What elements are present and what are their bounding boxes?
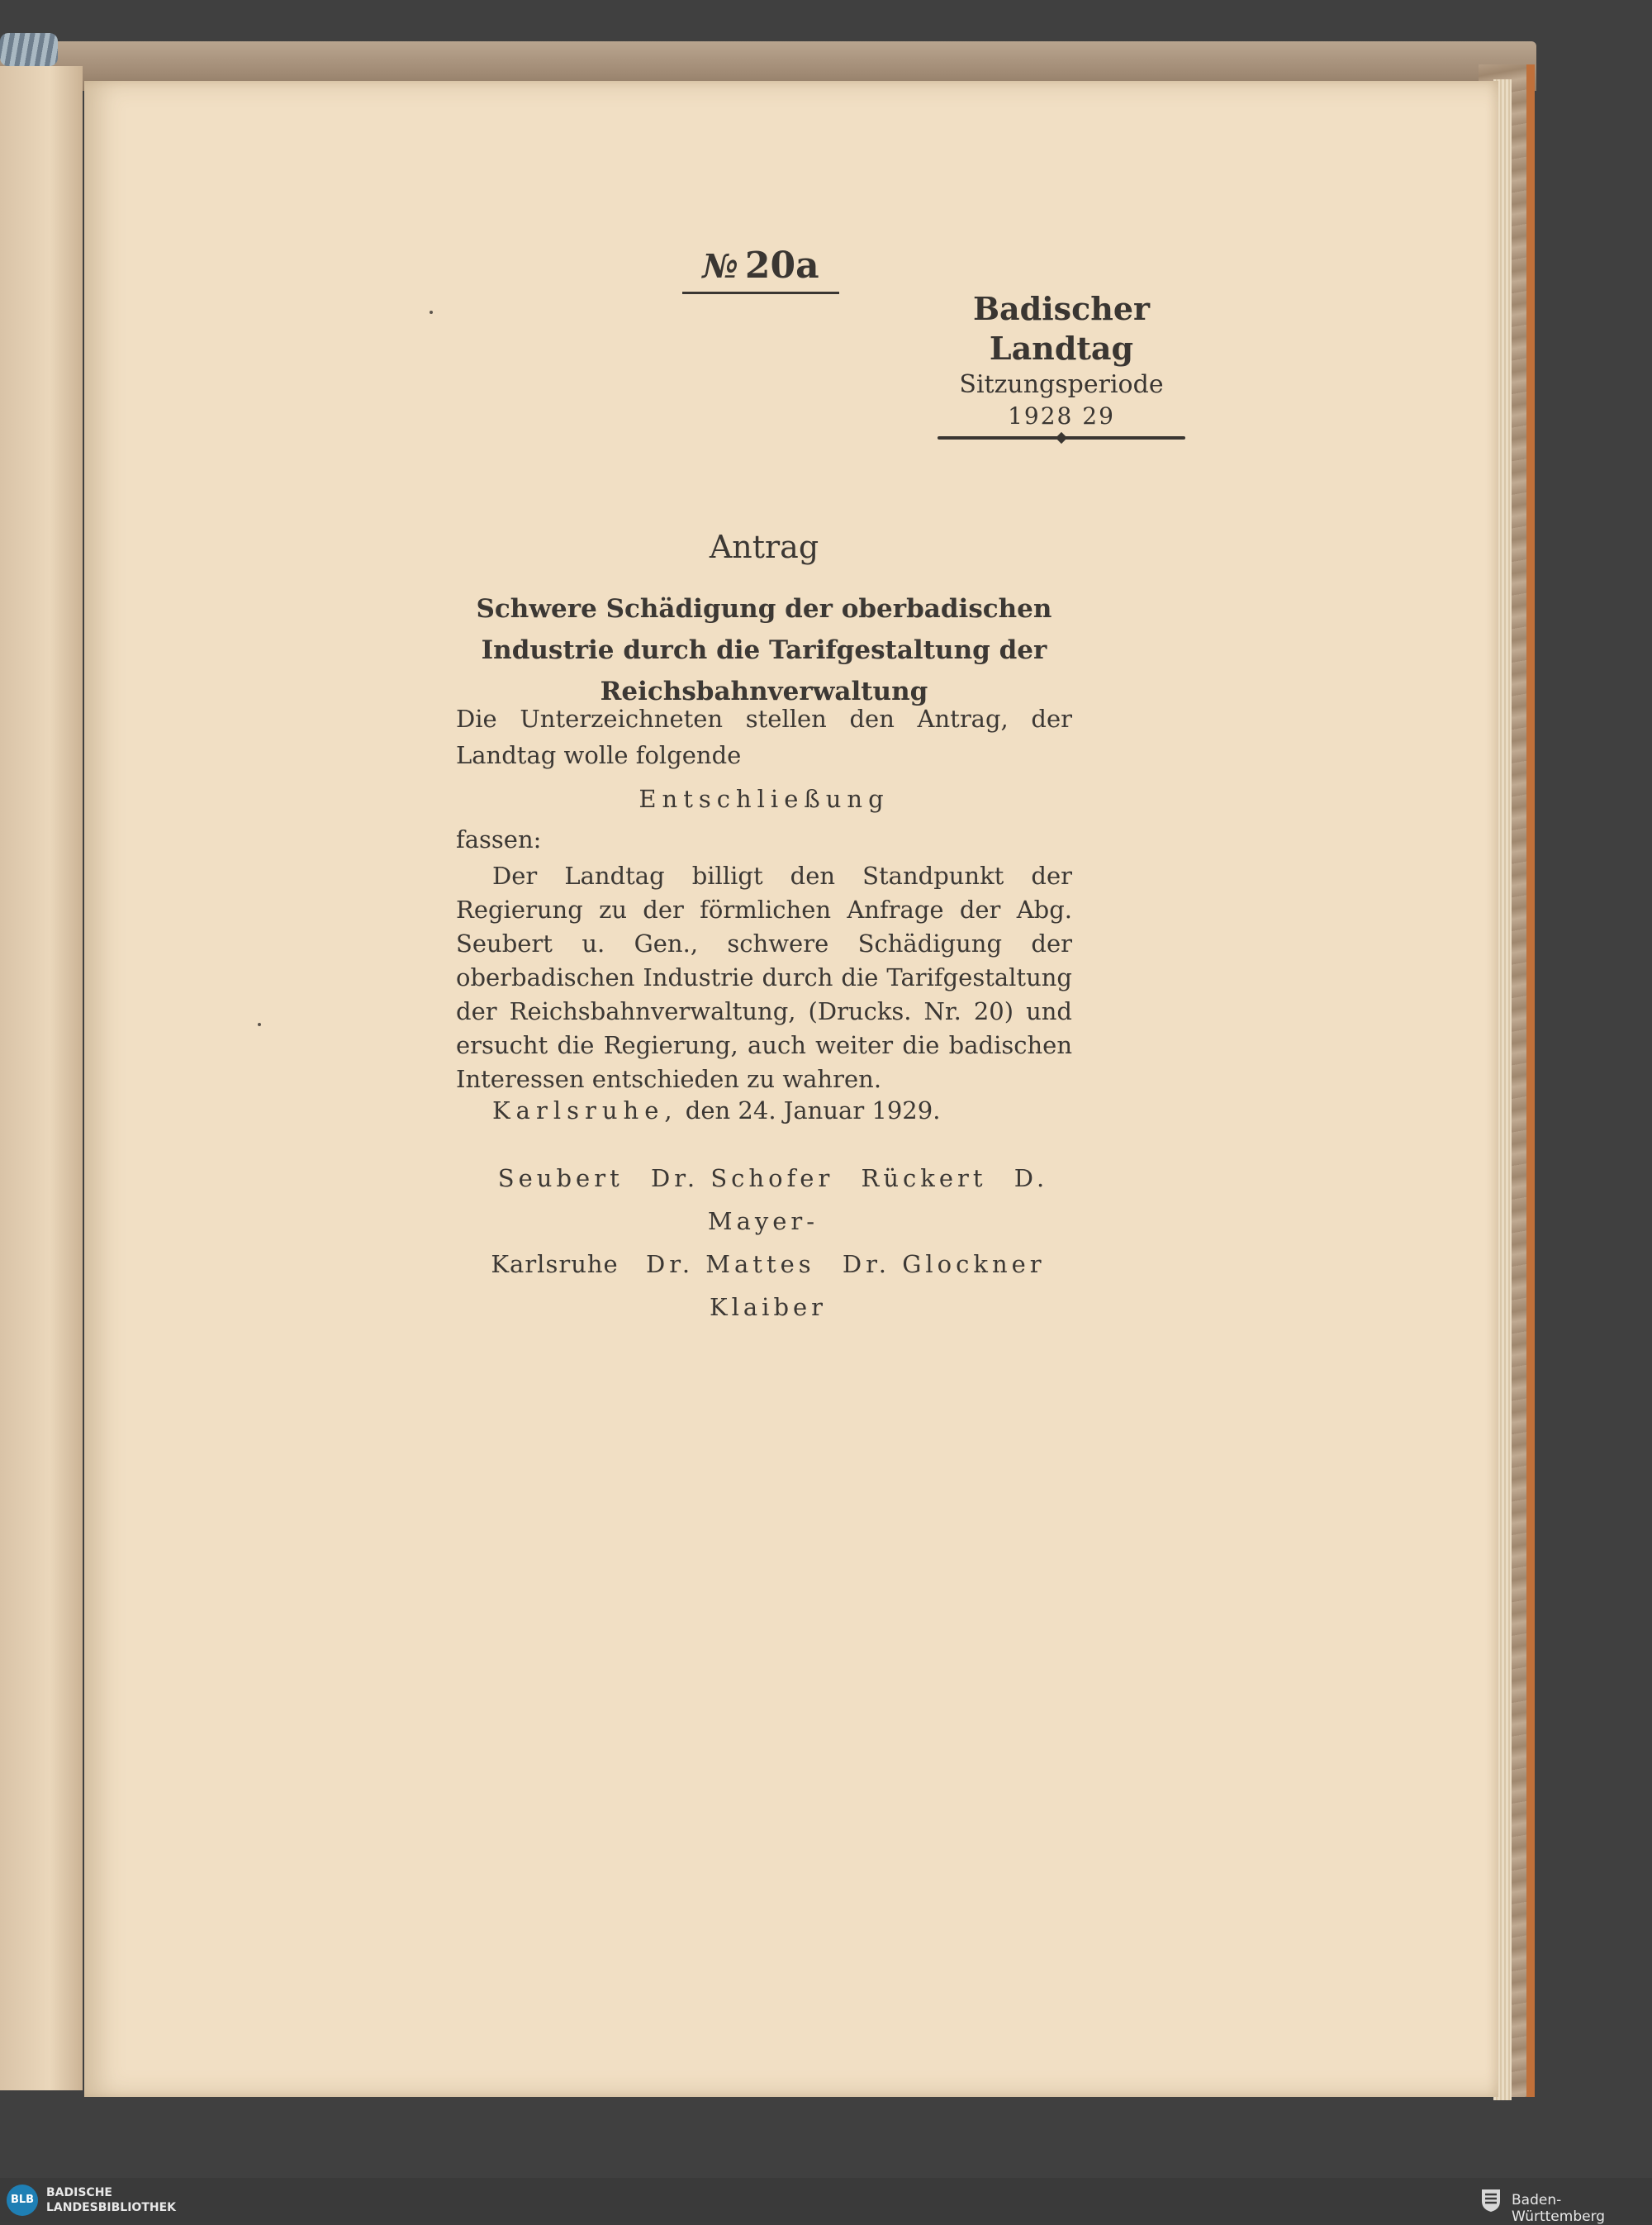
fassen-line: fassen: (456, 825, 542, 853)
signatory-name: Klaiber (709, 1293, 828, 1321)
signatory-name: Dr. Schofer (650, 1164, 834, 1192)
baden-wuerttemberg-emblem-icon (1480, 2188, 1502, 2213)
stamp-title: Badischer Landtag (972, 290, 1151, 367)
resolution-title: Entschließung (638, 785, 890, 813)
viewer-footer (0, 2178, 1652, 2225)
landtag-stamp (925, 289, 1198, 440)
signatory-name: Karlsruhe (491, 1250, 619, 1278)
signatory-name: Dr. Glockner (842, 1250, 1046, 1278)
date-line (456, 1092, 1108, 1129)
previous-page-edge (0, 66, 83, 2090)
number-value: 20a (744, 245, 819, 287)
document-subject: Schwere Schädigung der oberbadischen Industrie durch die Tarifgestaltung der Reichsbahnverwaltung (476, 594, 1052, 706)
library-name-line-1: BADISCHE (46, 2186, 112, 2199)
library-name-line-2: LANDESBIBLIOTHEK (46, 2201, 177, 2214)
binding-thread (0, 33, 58, 66)
paper-speck (258, 1023, 261, 1026)
number-sign: № (702, 247, 738, 286)
stamp-years: 1928 29 (1008, 402, 1115, 430)
date-place: Karlsruhe, (492, 1096, 678, 1124)
stamp-subtitle: Sitzungsperiode (959, 370, 1164, 399)
paper-speck (430, 311, 433, 314)
signatories (446, 1157, 1090, 1329)
signatory-name: Dr. Mattes (645, 1250, 815, 1278)
stamp-ornament-rule (938, 436, 1185, 440)
date-text: den 24. Januar 1929. (677, 1096, 941, 1124)
signatory-line-2 (446, 1243, 1090, 1286)
resolution-body: Der Landtag billigt den Standpunkt der Regierung zu der förmlichen Anfrage der Abg. Seubert u. Gen., schwere Schädigung der oberbadischen Industrie durch die Tarifgestaltung der Reichsbahnverwaltung, (Drucks. Nr. 20) und ersucht die Regierung, auch weiter die badischen Interessen entschieden zu wahren. (456, 862, 1072, 1093)
blb-logo[interactable]: BLB (7, 2185, 38, 2216)
state-name[interactable]: Baden-Württemberg (1512, 2192, 1606, 2225)
signatory-line-1 (446, 1157, 1090, 1243)
document-heading: Antrag (709, 529, 819, 565)
book-cover-leather-edge (1526, 64, 1535, 2097)
signatory-name: Rückert (861, 1164, 987, 1192)
library-name[interactable] (46, 2185, 176, 2215)
signatory-name: Seubert (497, 1164, 624, 1192)
signatory-name: D. Mayer- (707, 1164, 1049, 1235)
signatory-line-3 (446, 1286, 1090, 1329)
document-number (682, 245, 839, 294)
intro-paragraph: Die Unterzeichneten stellen den Antrag, der Landtag wolle folgende (456, 705, 1072, 769)
